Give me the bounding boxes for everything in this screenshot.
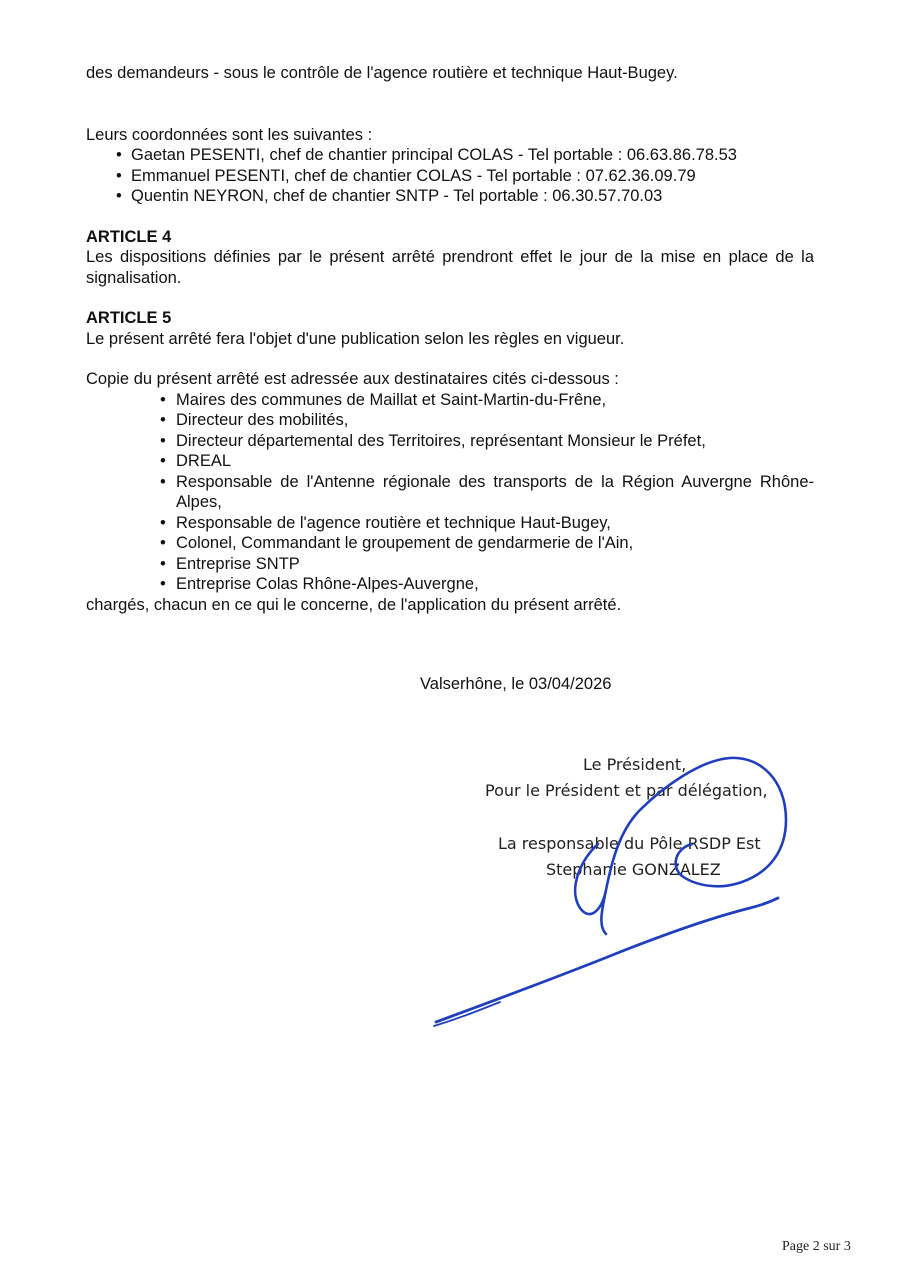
copy-intro: Copie du présent arrêté est adressée aux destinataires cités ci-dessous : [86,370,619,388]
place-date: Valserhône, le 03/04/2026 [420,675,612,693]
list-item: • DREAL [86,451,814,472]
contacts-list [86,145,814,207]
delegation-line: Pour le Président et par délégation, [485,781,768,800]
page-number: Page 2 sur 3 [782,1239,851,1254]
list-item: • Responsable de l'agence routière et technique Haut-Bugey, [86,513,814,534]
signatory-name: Stephanie GONZALEZ [546,860,721,879]
signature-sweep [436,898,778,1022]
list-item: • Colonel, Commandant le groupement de gendarmerie de l'Ain, [86,533,814,554]
list-item: • Emmanuel PESENTI, chef de chantier COLAS - Tel portable : 07.62.36.09.79 [86,166,814,187]
intro-line: des demandeurs - sous le contrôle de l'agence routière et technique Haut-Bugey. [86,64,678,82]
signature-strokes [434,758,786,1026]
list-item: • Directeur des mobilités, [86,410,814,431]
list-item: • Maires des communes de Maillat et Saint-Martin-du-Frêne, [86,390,814,411]
list-item: • Quentin NEYRON, chef de chantier SNTP - Tel portable : 06.30.57.70.03 [86,186,814,207]
article-4-text: Les dispositions définies par le présent arrêté prendront effet le jour de la mise en place de la signalisation. [86,248,814,287]
article-4-heading: ARTICLE 4 [86,227,172,246]
article-5-text: Le présent arrêté fera l'objet d'une publication selon les règles en vigueur. [86,329,625,348]
list-item: • Gaetan PESENTI, chef de chantier principal COLAS - Tel portable : 06.63.86.78.53 [86,145,814,166]
document-body [86,63,814,615]
signature-tail [434,1002,500,1026]
contacts-intro: Leurs coordonnées sont les suivantes : [86,125,373,144]
list-item: • Entreprise SNTP [86,554,814,575]
list-item: • Entreprise Colas Rhône-Alpes-Auvergne, [86,574,814,595]
article-5-heading: ARTICLE 5 [86,309,172,327]
signatory-title: Le Président, [583,755,687,774]
recipients-list [86,390,814,595]
list-item: • Directeur départemental des Territoires, représentant Monsieur le Préfet, [86,431,814,452]
handwritten-signature [430,740,810,1040]
list-item: • Responsable de l'Antenne régionale des transports de la Région Auvergne Rhône-Alpes, [86,472,814,513]
closing-line: chargés, chacun en ce qui le concerne, de l'application du présent arrêté. [86,595,622,614]
signatory-role: La responsable du Pôle RSDP Est [498,834,761,853]
